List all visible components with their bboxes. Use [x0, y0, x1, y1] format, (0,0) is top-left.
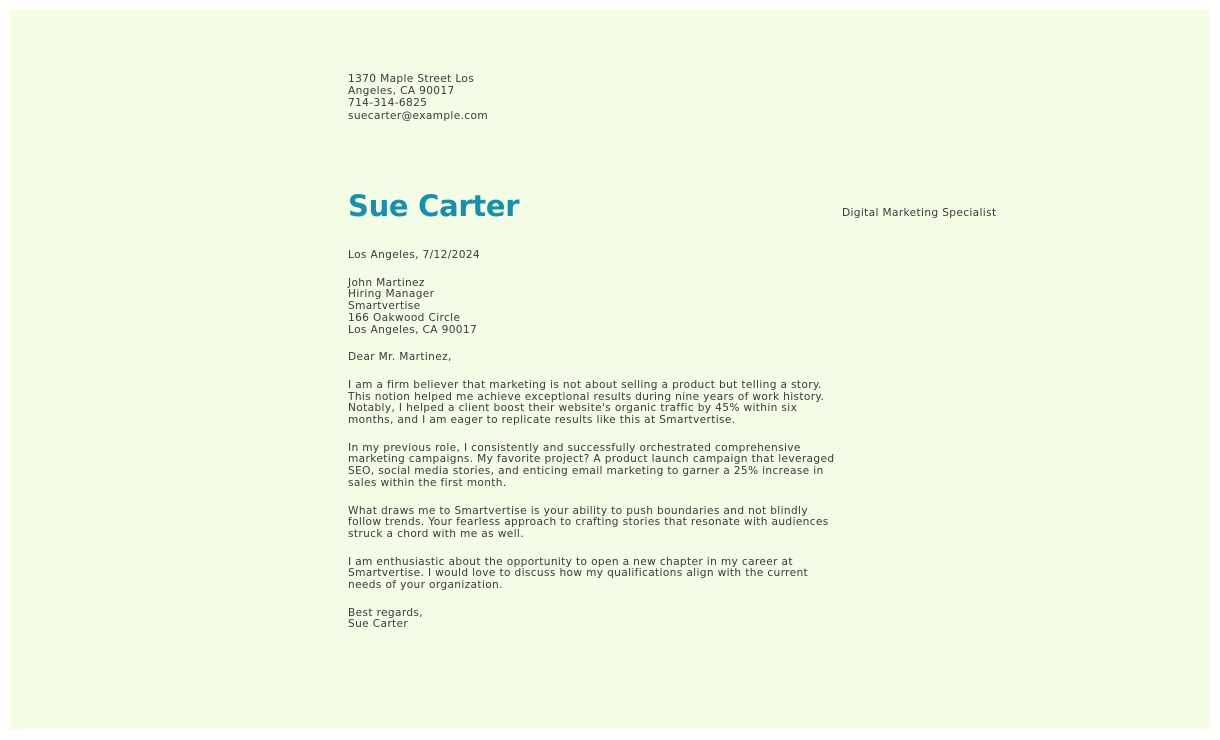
paragraph-line: Smartvertise. I would love to discuss how my qualifications align with the current: [348, 567, 809, 580]
paragraph-line: Notably, I helped a client boost their website's organic traffic by 45% within six: [348, 402, 798, 415]
paragraph-1: [348, 380, 1088, 427]
paragraph-line: In my previous role, I consistently and successfully orchestrated comprehensive: [348, 441, 801, 454]
sender-name-heading: Sue Carter: [348, 189, 520, 223]
paragraph-line: marketing campaigns. My favorite project? A product launch campaign that leveraged: [348, 453, 835, 466]
paragraph-line: needs of your organization.: [348, 579, 503, 592]
letter-body: [348, 250, 1088, 631]
place-date: Los Angeles, 7/12/2024: [348, 249, 481, 261]
sender-email: suecarter@example.com: [348, 109, 488, 122]
sender-contact-block: [348, 73, 488, 122]
closing-block: [348, 608, 1088, 631]
sender-phone: 714-314-6825: [348, 97, 428, 110]
recipient-block: [348, 278, 1088, 337]
paragraph-line: This notion helped me achieve exceptional results during nine years of work history.: [348, 390, 825, 403]
closing-phrase: Best regards,: [348, 606, 424, 619]
paragraph-3: [348, 506, 1088, 541]
paragraph-4: [348, 557, 1088, 592]
paragraph-line: What draws me to Smartvertise is your ability to push boundaries and not blindly: [348, 504, 808, 517]
signature: Sue Carter: [348, 618, 409, 631]
paragraph-line: months, and I am eager to replicate results like this at Smartvertise.: [348, 414, 736, 427]
sender-address-line1: 1370 Maple Street Los: [348, 73, 475, 85]
cover-letter-page: [10, 10, 1210, 730]
paragraph-line: SEO, social media stories, and enticing email marketing to garner a 25% increase in: [348, 465, 824, 478]
recipient-city: Los Angeles, CA 90017: [348, 323, 478, 336]
paragraph-line: struck a chord with me as well.: [348, 527, 524, 540]
paragraph-line: I am enthusiastic about the opportunity to open a new chapter in my career at: [348, 555, 793, 568]
recipient-company: Smartvertise: [348, 300, 421, 313]
recipient-name: John Martinez: [348, 276, 425, 289]
recipient-title: Hiring Manager: [348, 288, 435, 301]
paragraph-line: sales within the first month.: [348, 476, 507, 489]
sender-address-line2: Angeles, CA 90017: [348, 85, 455, 98]
job-title: Digital Marketing Specialist: [842, 207, 997, 219]
paragraph-line: I am a firm believer that marketing is not about selling a product but telling a story.: [348, 378, 822, 391]
paragraph-2: [348, 443, 1088, 490]
recipient-street: 166 Oakwood Circle: [348, 311, 461, 324]
paragraph-line: follow trends. Your fearless approach to crafting stories that resonate with audiences: [348, 516, 829, 529]
salutation: Dear Mr. Martinez,: [348, 351, 452, 364]
